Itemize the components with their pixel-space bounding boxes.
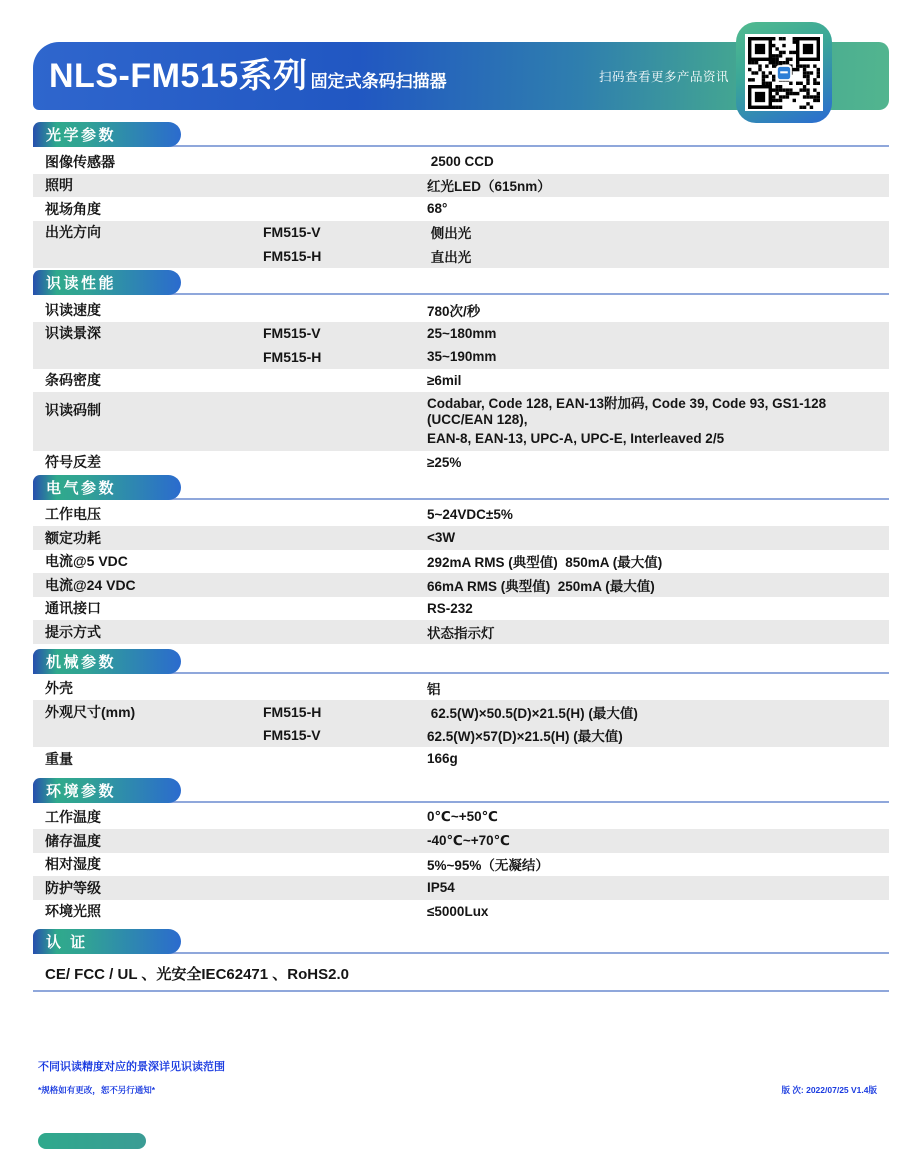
section-header: [33, 649, 889, 674]
row-label: 重量: [45, 750, 73, 767]
table-row: [33, 322, 889, 369]
table-row: [33, 503, 889, 527]
row-label: 电流@5 VDC: [45, 553, 128, 570]
row-label: 视场角度: [45, 200, 101, 217]
table-subrow: [33, 451, 889, 475]
spec-sections: [33, 0, 889, 992]
row-value: 2500 CCD: [427, 154, 494, 170]
section-tab: 电气参数: [33, 475, 181, 500]
table-subrow: [33, 700, 889, 724]
row-value: IP54: [427, 880, 455, 896]
row-model: FM515-H: [263, 247, 322, 264]
table-row: [33, 677, 889, 701]
row-value: ≤5000Lux: [427, 903, 489, 919]
table-subrow: [33, 550, 889, 574]
table-subrow: [33, 900, 889, 924]
row-model: FM515-V: [263, 325, 321, 342]
row-value: 292mA RMS (典型值) 850mA (最大值): [427, 555, 663, 571]
section-tab: 机械参数: [33, 649, 181, 674]
section-header: [33, 929, 889, 954]
table-subrow: [33, 597, 889, 621]
table-row: [33, 573, 889, 597]
section-rows: [33, 147, 889, 268]
table-subrow: [33, 392, 889, 427]
table-subrow: [33, 747, 889, 771]
row-label: 照明: [45, 177, 73, 194]
row-label: 符号反差: [45, 454, 101, 471]
table-subrow: [33, 150, 889, 174]
certification-row: CE/ FCC / UL 、光安全IEC62471 、RoHS2.0: [33, 957, 889, 992]
section-tab: 认 证: [33, 929, 181, 954]
row-value: 5~24VDC±5%: [427, 506, 513, 522]
row-label: 条码密度: [45, 372, 101, 389]
row-value: 直出光: [427, 249, 472, 265]
row-label: 出光方向: [45, 224, 101, 241]
spec-section: [33, 649, 889, 771]
row-value: Codabar, Code 128, EAN-13附加码, Code 39, Code 93, GS1-128 (UCC/EAN 128),: [427, 396, 830, 427]
row-label: 相对湿度: [45, 856, 101, 873]
row-value: 状态指示灯: [427, 625, 495, 641]
row-label: 储存温度: [45, 832, 101, 849]
table-row: [33, 620, 889, 644]
row-label: 额定功耗: [45, 529, 101, 546]
table-row: [33, 829, 889, 853]
row-label: 外壳: [45, 680, 73, 697]
table-subrow: [33, 853, 889, 877]
footer-note-disclaimer: *规格如有更改，恕不另行通知*: [38, 1085, 156, 1095]
row-value: 62.5(W)×50.5(D)×21.5(H) (最大值): [427, 705, 638, 721]
row-label: 识读码制: [45, 401, 101, 418]
footer-note-depth: 不同识读精度对应的景深详见识读范围: [38, 1061, 225, 1073]
table-row: [33, 853, 889, 877]
table-row: [33, 451, 889, 475]
qr-caption: 扫码查看更多产品资讯: [598, 70, 729, 84]
spec-section: [33, 122, 889, 268]
row-value: 侧出光: [427, 226, 472, 242]
row-model: FM515-V: [263, 224, 321, 241]
table-row: [33, 221, 889, 268]
table-row: [33, 597, 889, 621]
table-subrow: [33, 369, 889, 393]
table-row: [33, 298, 889, 322]
table-subrow: [33, 298, 889, 322]
table-subrow: [33, 876, 889, 900]
table-row: [33, 700, 889, 747]
section-header: [33, 270, 889, 295]
row-label: 防护等级: [45, 879, 101, 896]
table-row: [33, 747, 889, 771]
footer-accent-bar: [38, 1133, 146, 1149]
table-row: [33, 150, 889, 174]
row-value: 780次/秒: [427, 303, 481, 319]
table-row: [33, 392, 889, 451]
row-label: 工作电压: [45, 506, 101, 523]
row-model: FM515-H: [263, 703, 322, 720]
table-subrow: [33, 221, 889, 245]
row-value: 35~190mm: [427, 349, 497, 365]
row-value: 铝: [427, 682, 441, 698]
row-value: ≥25%: [427, 454, 462, 470]
row-label: 通讯接口: [45, 600, 101, 617]
row-label: 识读景深: [45, 325, 101, 342]
section-header: [33, 475, 889, 500]
section-rows: [33, 500, 889, 644]
page-title: NLS-FM515系列: [49, 57, 308, 95]
row-label: 工作温度: [45, 809, 101, 826]
footer-version: 版 次: 2022/07/25 V1.4版: [781, 1085, 877, 1095]
table-subrow: [33, 806, 889, 830]
spec-section: [33, 475, 889, 644]
row-label: 识读速度: [45, 301, 101, 318]
row-value: -40℃~+70℃: [427, 832, 510, 848]
row-value: 0℃~+50℃: [427, 809, 498, 825]
section-header: [33, 778, 889, 803]
table-row: [33, 876, 889, 900]
table-subrow: [33, 677, 889, 701]
section-rows: [33, 803, 889, 924]
row-model: FM515-H: [263, 348, 322, 365]
table-row: [33, 806, 889, 830]
row-value: 68°: [427, 201, 448, 217]
table-row: [33, 526, 889, 550]
table-subrow: [33, 345, 889, 369]
table-row: [33, 550, 889, 574]
section-tab: 光学参数: [33, 122, 181, 147]
section-header: [33, 122, 889, 147]
table-row: [33, 197, 889, 221]
page-subtitle: 固定式条码扫描器: [310, 72, 447, 91]
row-model: FM515-V: [263, 727, 321, 744]
row-value: <3W: [427, 530, 456, 546]
row-label: 外观尺寸(mm): [45, 703, 136, 720]
table-subrow: [33, 573, 889, 597]
table-subrow: [33, 724, 889, 748]
row-value: 5%~95%（无凝结）: [427, 858, 549, 874]
table-subrow: [33, 244, 889, 268]
row-value: RS-232: [427, 600, 473, 616]
table-subrow: [33, 322, 889, 346]
spec-section: [33, 778, 889, 924]
spec-section: [33, 270, 889, 474]
row-label: 图像传感器: [45, 153, 115, 170]
row-value: ≥6mil: [427, 372, 462, 388]
table-subrow: [33, 620, 889, 644]
section-tab: 环境参数: [33, 778, 181, 803]
row-value: 166g: [427, 751, 458, 767]
table-row: [33, 369, 889, 393]
row-label: 提示方式: [45, 623, 101, 640]
row-value: 红光LED（615nm）: [427, 179, 551, 195]
table-row: [33, 900, 889, 924]
row-value: EAN-8, EAN-13, UPC-A, UPC-E, Interleaved 2/5: [427, 431, 725, 447]
section-tab: 识读性能: [33, 270, 181, 295]
table-row: [33, 174, 889, 198]
spec-section: [33, 929, 889, 992]
table-subrow: [33, 427, 889, 451]
row-value: 62.5(W)×57(D)×21.5(H) (最大值): [427, 729, 623, 745]
section-rows: [33, 295, 889, 474]
section-rows: [33, 954, 889, 992]
row-label: 环境光照: [45, 903, 101, 920]
section-rows: [33, 674, 889, 771]
row-value: 66mA RMS (典型值) 250mA (最大值): [427, 578, 655, 594]
table-subrow: [33, 174, 889, 198]
table-subrow: [33, 197, 889, 221]
table-subrow: [33, 526, 889, 550]
row-label: 电流@24 VDC: [45, 576, 136, 593]
table-subrow: [33, 503, 889, 527]
table-subrow: [33, 829, 889, 853]
row-value: 25~180mm: [427, 325, 497, 341]
